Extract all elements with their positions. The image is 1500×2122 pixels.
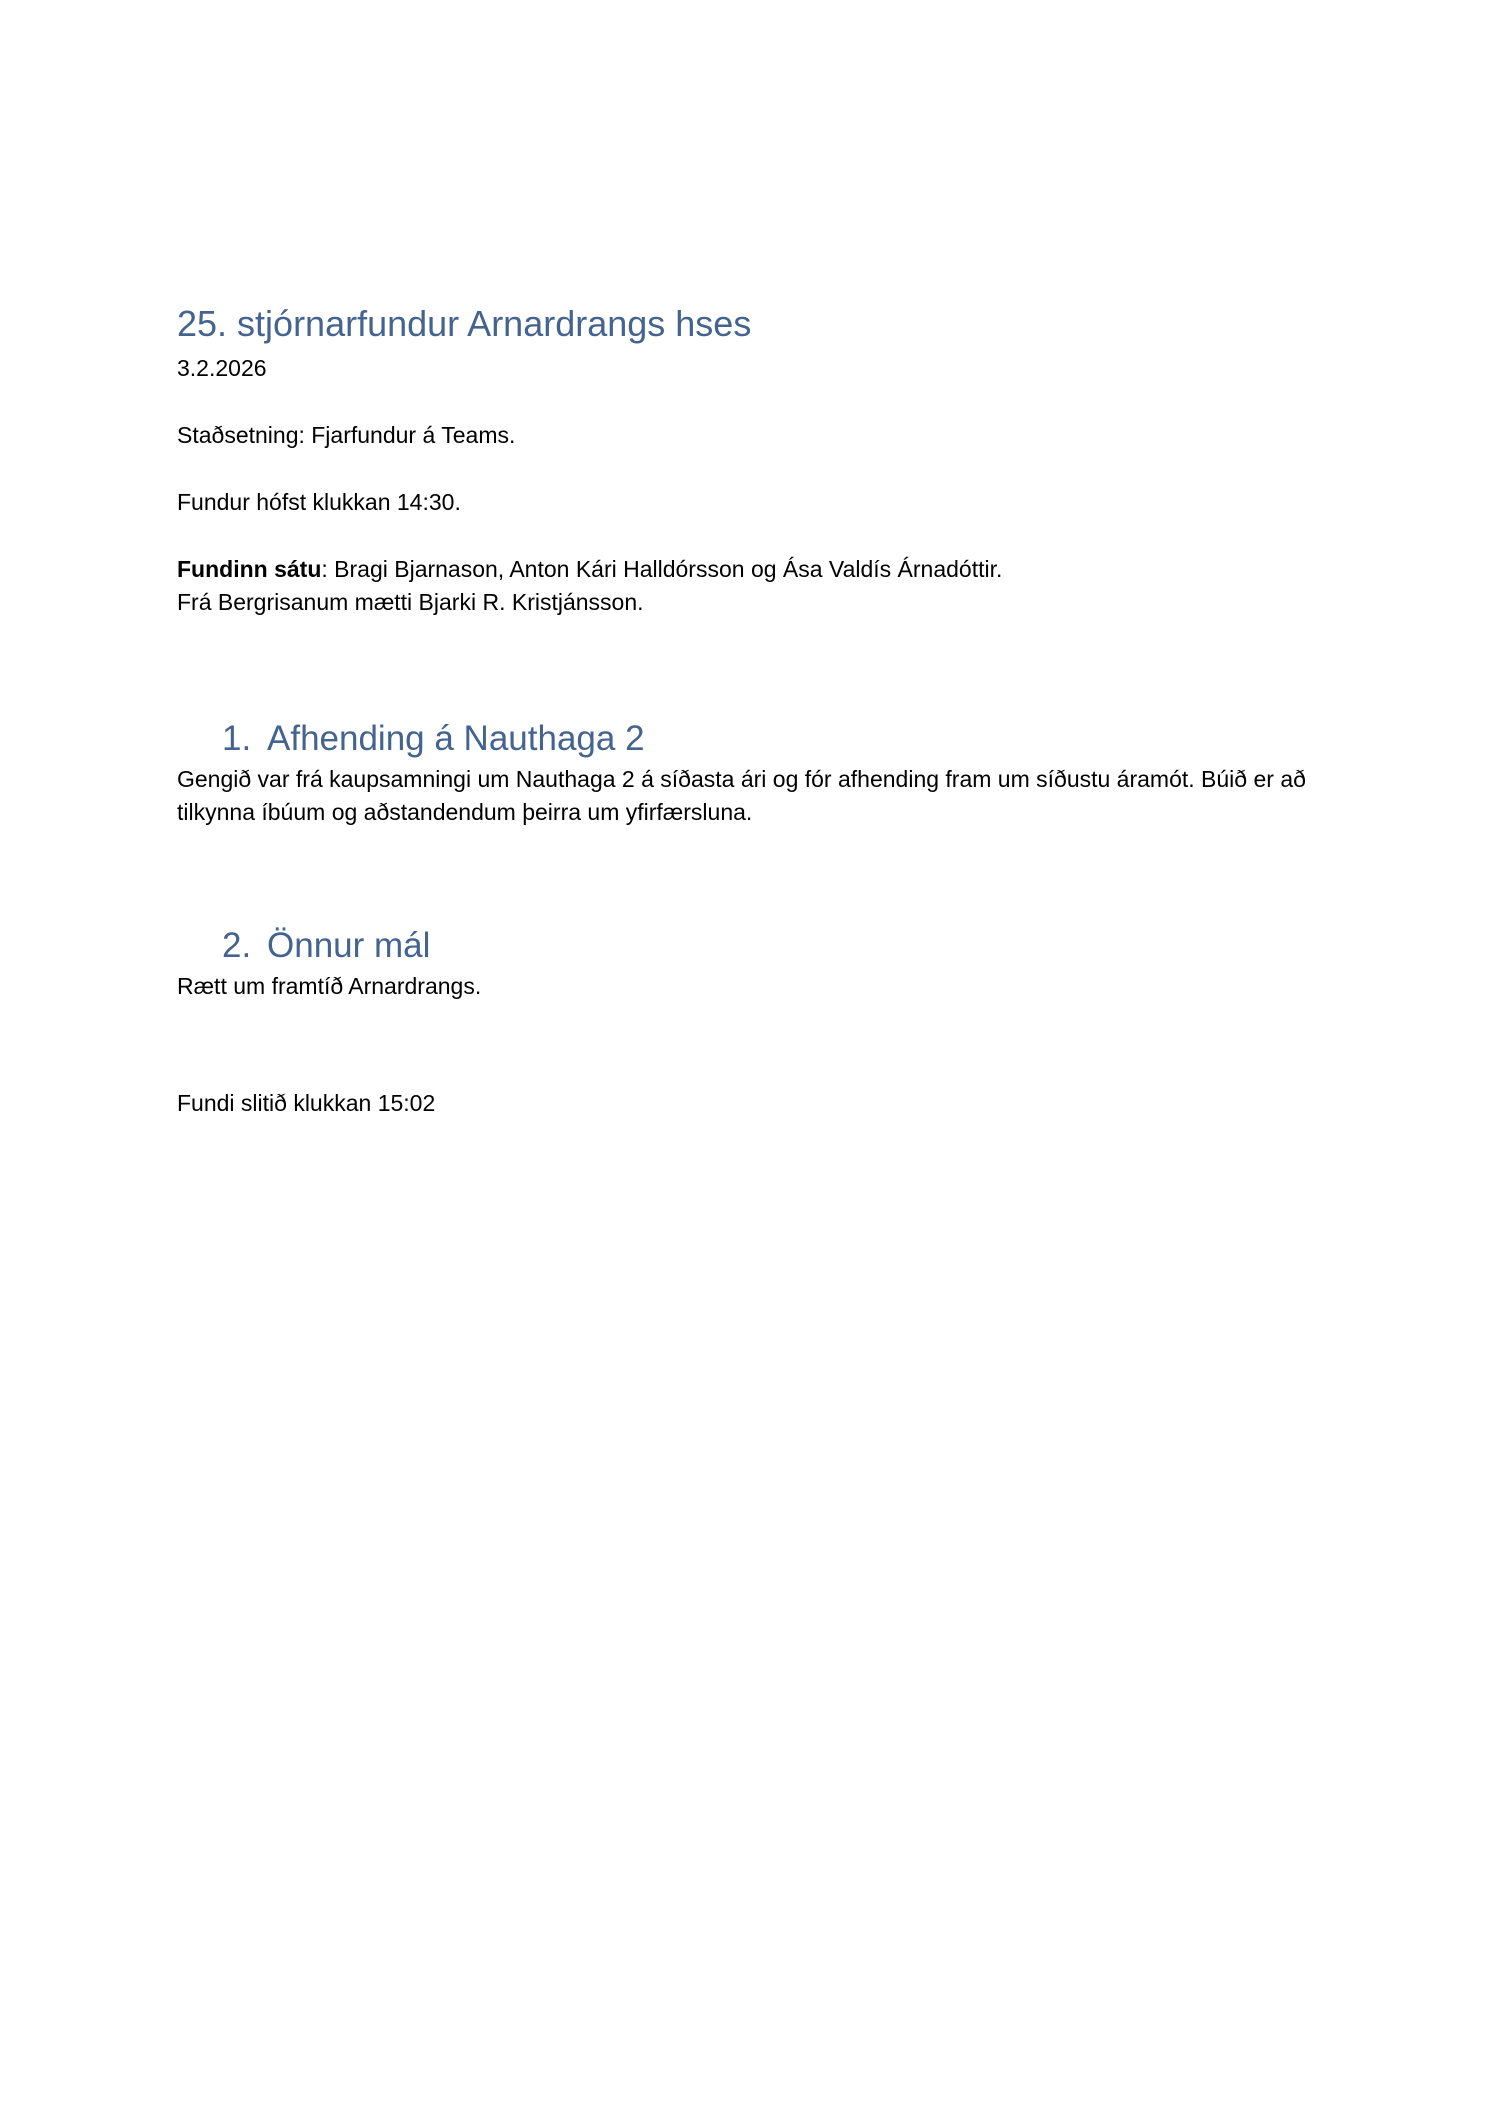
section-title: Afhending á Nauthaga 2 [267,719,645,758]
meeting-location: Staðsetning: Fjarfundur á Teams. [177,422,516,448]
section-body: Rætt um framtíð Arnardrangs. [177,973,482,999]
section-heading [177,922,1337,970]
attendees-label: Fundinn sátu [177,556,322,582]
section-2 [177,922,1337,1003]
attendees-block [177,553,1337,619]
meeting-date: 3.2.2026 [177,355,267,381]
attendees-line [177,553,1337,586]
section-title: Önnur mál [267,926,431,965]
meeting-start: Fundur hófst klukkan 14:30. [177,489,461,515]
document-content [177,300,1337,1120]
section-1 [177,715,1337,829]
meeting-closing: Fundi slitið klukkan 15:02 [177,1090,436,1116]
section-number: 1. [222,719,252,758]
section-number: 2. [222,926,252,965]
attendees-extra: Frá Bergrisanum mætti Bjarki R. Kristjánsson. [177,589,644,615]
document-title: 25. stjórnarfundur Arnardrangs hses [177,303,752,344]
attendees-names: : Bragi Bjarnason, Anton Kári Halldórsson og Ása Valdís Árnadóttir. [321,556,1003,582]
section-heading [177,715,1337,763]
section-body: Gengið var frá kaupsamningi um Nauthaga 2 á síðasta ári og fór afhending fram um síðustu áramót. Búið er að tilkynna íbúum og aðstandendum þeirra um yfirfærsluna. [177,766,1306,825]
